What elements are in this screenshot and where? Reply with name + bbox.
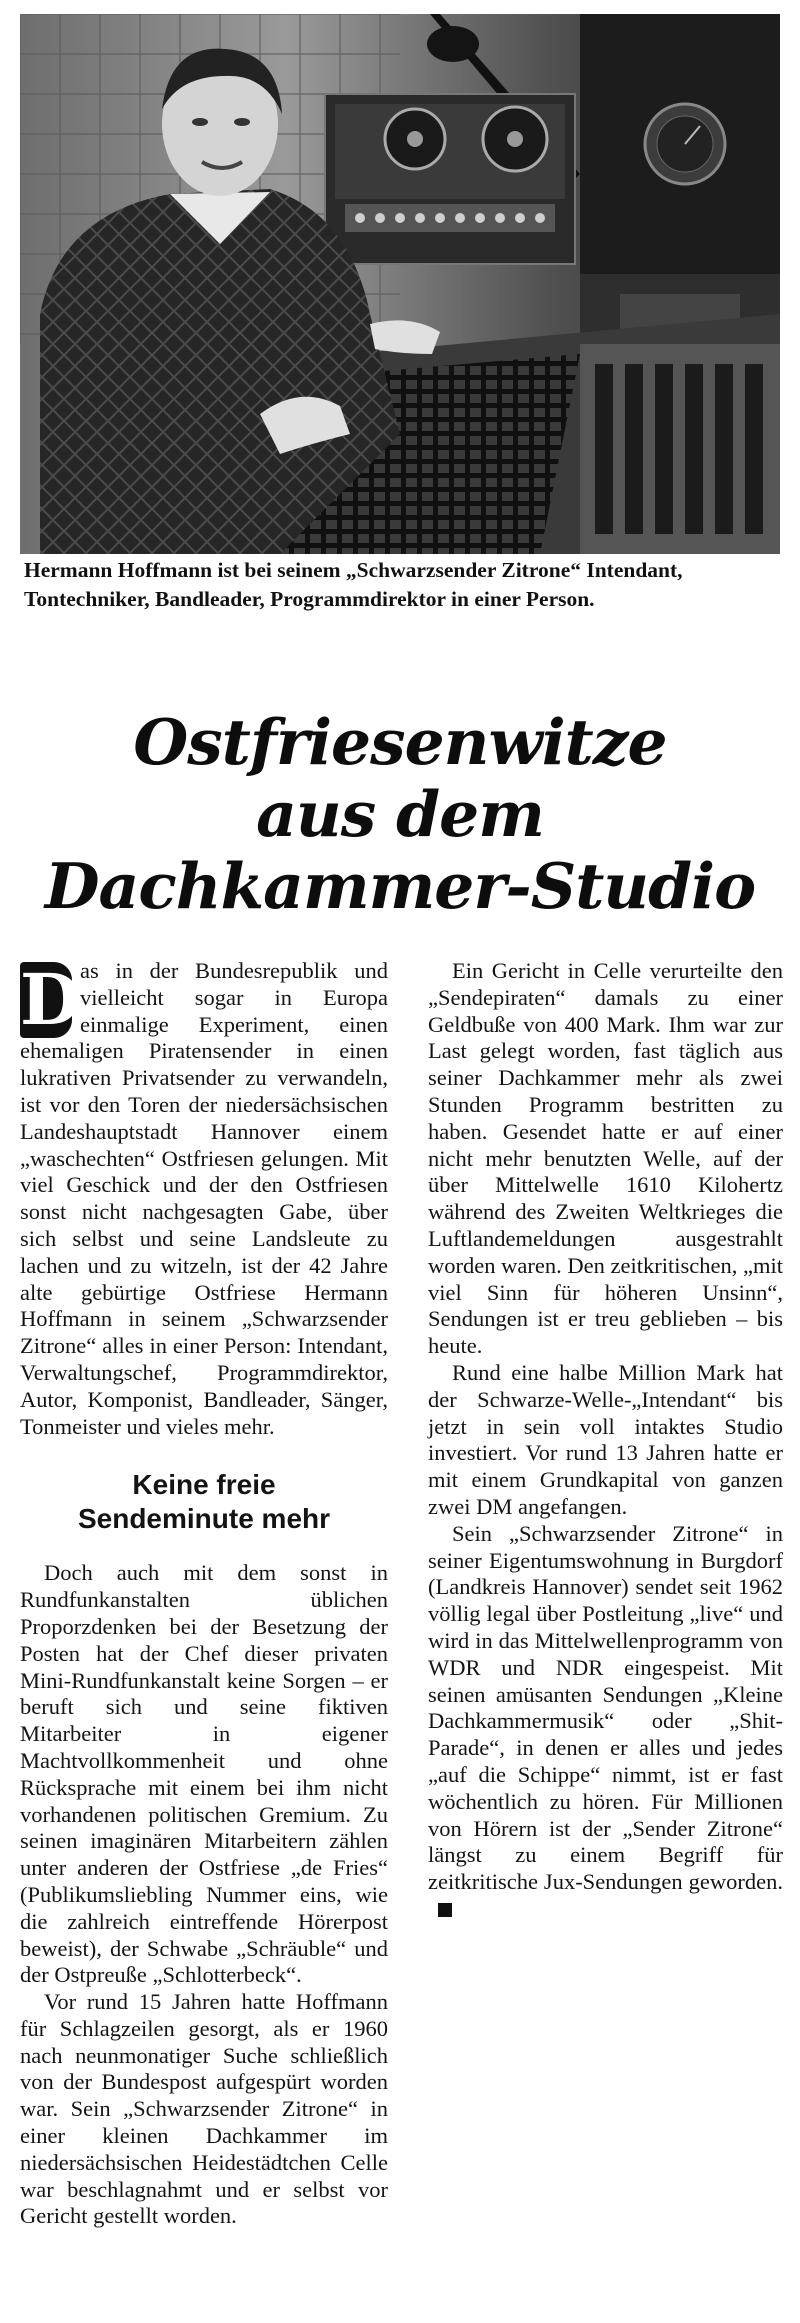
studio-photo: [20, 14, 780, 554]
subheading-line-2: Sendeminute mehr: [77, 1503, 331, 1535]
headline-line-2: aus dem: [256, 777, 544, 851]
end-of-article-mark: [438, 1903, 452, 1917]
subheading: [20, 1468, 388, 1536]
paragraph-1-text: as in der Bundesrepublik und vielleicht sogar in Europa einmalige Experiment, einen ehemaligen Piratensender in einen lukrativen Privatsender zu verwandeln, ist vor den Toren der niedersächsischen Landeshauptstadt Hannover einem „waschechten“ Ostfriesen gelungen. Mit viel Geschick und der den Ostfriesen sonst nicht nachgesagten Gabe, über sich selbst und seine Landsleute zu lachen und zu witzeln, ist der 42 Jahre alte gebürtige Ostfriese Hermann Hoffmann in seinem „Schwarzsender Zitrone“ alles in einer Person: Intendant, Verwaltungschef, Programmdirektor, Autor, Komponist, Bandleader, Sänger, Tonmeister und vieles mehr.: [20, 958, 388, 1439]
drop-cap: D: [20, 958, 81, 1041]
paragraph-5: Rund eine halbe Million Mark hat der Schwarze-Welle-„Intendant“ bis jetzt in sein voll intaktes Studio investiert. Vor rund 13 Jahren hatte er mit einem Grundkapital von ganzen zwei DM angefangen.: [428, 1359, 783, 1519]
studio-photo-image: [20, 14, 780, 554]
headline-line-1: Ostfriesenwitze: [133, 705, 667, 779]
photo-caption: Hermann Hoffmann ist bei seinem „Schwarzsender Zitrone“ Intendant, Tontechniker, Bandleader, Programmdirektor in einer Person.: [24, 558, 683, 611]
paragraph-3: Vor rund 15 Jahren hatte Hoffmann für Schlagzeilen gesorgt, als er 1960 nach neunmonatiger Suche schließlich von der Bundespost aufgespürt worden war. Sein „Schwarzsender Zitrone“ in einer kleinen Dachkammer im niedersächsischen Heidestädtchen Celle war beschlagnahmt und er selbst vor Gericht gestellt worden.: [20, 1989, 388, 2229]
headline: [0, 706, 800, 922]
paragraph-2: Doch auch mit dem sonst in Rundfunkanstalten üblichen Proporzdenken bei der Besetzung der Posten hat der Chef dieser privaten Mini-Rundfunkanstalt keine Sorgen – er beruft sich und seine fiktiven Mitarbeiter in eigener Machtvollkommenheit und ohne Rücksprache mit einem bei ihm nicht vorhandenen politischen Gremium. Zu seinen imaginären Mitarbeitern zählen unter anderen der Ostfriese „de Fries“ (Publikumsliebling Nummer eins, wie die zahlreich eintreffende Hörerpost beweist), der Schwabe „Schräuble“ und der Ostpreuße „Schlotterbeck“.: [20, 1560, 388, 1988]
headline-line-3: Dachkammer-Studio: [44, 849, 756, 923]
subheading-line-1: Keine freie: [132, 1469, 276, 1501]
paragraph-6: [428, 1521, 783, 1923]
article-column-right: [428, 958, 783, 1923]
paragraph-1: [20, 958, 388, 1440]
paragraph-6-text: Sein „Schwarzsender Zitrone“ in seiner Eigentumswohnung in Burgdorf (Landkreis Hannover) sendet seit 1962 völlig legal über Postleitung „live“ und wird in das Mittelwellenprogramm von WDR und NDR eingespeist. Mit seinen amüsanten Sendungen „Kleine Dachkammermusik“ oder „Shit-Parade“, in denen er alles und jedes „auf die Schippe“ nimmt, ist er fast wöchentlich zu hören. Für Millionen von Hörern ist der „Sender Zitrone“ längst zu einem Begriff für zeitkritische Jux-Sendungen geworden.: [428, 1520, 783, 1895]
paragraph-4: Ein Gericht in Celle verurteilte den „Sendepiraten“ damals zu einer Geldbuße von 400 Mark. Ihm war zur Last gelegt worden, fast täglich aus seiner Dachkammer mehr als zwei Stunden Programm bestritten zu haben. Gesendet hatte er auf einer nicht mehr benutzten Welle, auf der über Mittelwelle 1610 Kilohertz während des Zweiten Weltkrieges die Luftlandemeldungen ausgestrahlt worden waren. Den zeitkritischen, „mit viel Sinn für höheren Unsinn“, Sendungen ist er treu geblieben – bis heute.: [428, 958, 783, 1359]
article-column-left: [20, 958, 388, 2230]
